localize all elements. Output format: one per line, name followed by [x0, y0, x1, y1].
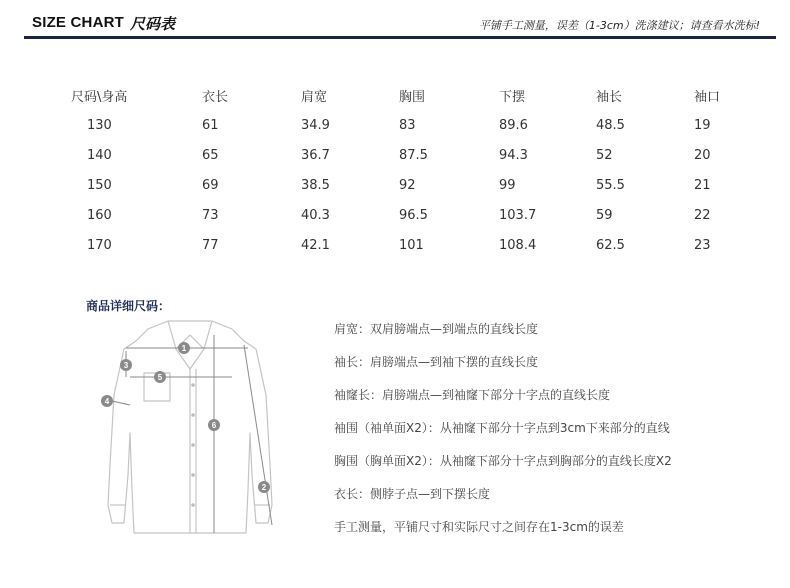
table-cell: 130 — [87, 117, 112, 133]
table-cell: 19 — [694, 117, 711, 133]
measurement-note: 平铺手工测量，误差（1-3cm）洗涤建议；请查看水洗标! — [478, 19, 760, 32]
table-cell: 92 — [399, 177, 416, 193]
marker-3-label: 3 — [123, 361, 129, 370]
table-cell: 34.9 — [301, 117, 330, 133]
note-tolerance: 手工测量，平铺尺寸和实际尺寸之间存在1-3cm的误差 — [334, 520, 624, 534]
table-header-row — [71, 80, 754, 110]
table-cell: 96.5 — [399, 207, 428, 223]
table-row — [71, 140, 754, 170]
table-cell: 21 — [694, 177, 711, 193]
table-cell: 48.5 — [596, 117, 625, 133]
table-cell: 55.5 — [596, 177, 625, 193]
header-hem: 下摆 — [499, 89, 526, 105]
note-length: 衣长：侧脖子点—到下摆长度 — [334, 487, 491, 501]
table-cell: 77 — [202, 237, 219, 253]
title-english: SIZE CHART — [32, 14, 124, 31]
header-sleeve: 袖长 — [596, 89, 623, 105]
table-row — [71, 230, 754, 260]
table-cell: 36.7 — [301, 147, 330, 163]
marker-2-label: 2 — [261, 483, 267, 492]
table-cell: 22 — [694, 207, 711, 223]
header-divider — [24, 36, 776, 39]
table-cell: 140 — [87, 147, 112, 163]
page-header — [0, 0, 790, 42]
table-cell: 62.5 — [596, 237, 625, 253]
note-chest: 胸围（胸单面X2）：从袖窿下部分十字点到胸部分的直线长度X2 — [334, 454, 672, 468]
table-cell: 59 — [596, 207, 613, 223]
title-chinese: 尺码表 — [130, 15, 176, 33]
table-cell: 20 — [694, 147, 711, 163]
table-row — [71, 110, 754, 140]
shirt-diagram — [96, 315, 286, 540]
note-armhole: 袖窿长：肩膀端点—到袖窿下部分十字点的直线长度 — [334, 388, 611, 402]
table-cell: 103.7 — [499, 207, 537, 223]
marker-6-label: 6 — [211, 421, 217, 430]
table-cell: 160 — [87, 207, 112, 223]
marker-5-label: 5 — [157, 373, 163, 382]
marker-1-label: 1 — [181, 344, 187, 353]
size-table — [71, 80, 754, 260]
table-cell: 61 — [202, 117, 219, 133]
table-cell: 108.4 — [499, 237, 537, 253]
note-shoulder: 肩宽：双肩膀端点—到端点的直线长度 — [334, 322, 539, 336]
table-cell: 101 — [399, 237, 424, 253]
note-sleeve-width: 袖围（袖单面X2）：从袖窿下部分十字点到3cm下来部分的直线 — [334, 421, 670, 435]
table-cell: 73 — [202, 207, 219, 223]
table-cell: 87.5 — [399, 147, 428, 163]
header-chest: 胸围 — [399, 89, 426, 105]
marker-4-label: 4 — [104, 397, 110, 406]
table-cell: 42.1 — [301, 237, 330, 253]
note-sleeve-length: 袖长：肩膀端点—到袖下摆的直线长度 — [334, 355, 539, 369]
header-size: 尺码\身高 — [71, 89, 128, 105]
table-cell: 94.3 — [499, 147, 528, 163]
table-cell: 23 — [694, 237, 711, 253]
shirt-buttons — [191, 383, 195, 507]
table-cell: 52 — [596, 147, 613, 163]
detail-section-title: 商品详细尺码： — [86, 299, 171, 313]
table-cell: 83 — [399, 117, 416, 133]
table-cell: 69 — [202, 177, 219, 193]
shirt-collar — [168, 321, 212, 369]
sleeve-width-measure-line — [112, 401, 130, 405]
measurement-notes — [334, 320, 672, 551]
table-cell: 65 — [202, 147, 219, 163]
table-cell: 38.5 — [301, 177, 330, 193]
table-cell: 40.3 — [301, 207, 330, 223]
table-cell: 170 — [87, 237, 112, 253]
table-cell: 89.6 — [499, 117, 528, 133]
header-shoulder: 肩宽 — [301, 89, 328, 105]
header-length: 衣长 — [202, 89, 229, 105]
header-cuff: 袖口 — [694, 89, 721, 105]
shirt-placket — [190, 369, 196, 533]
table-row — [71, 170, 754, 200]
table-row — [71, 200, 754, 230]
table-cell: 99 — [499, 177, 516, 193]
table-cell: 150 — [87, 177, 112, 193]
